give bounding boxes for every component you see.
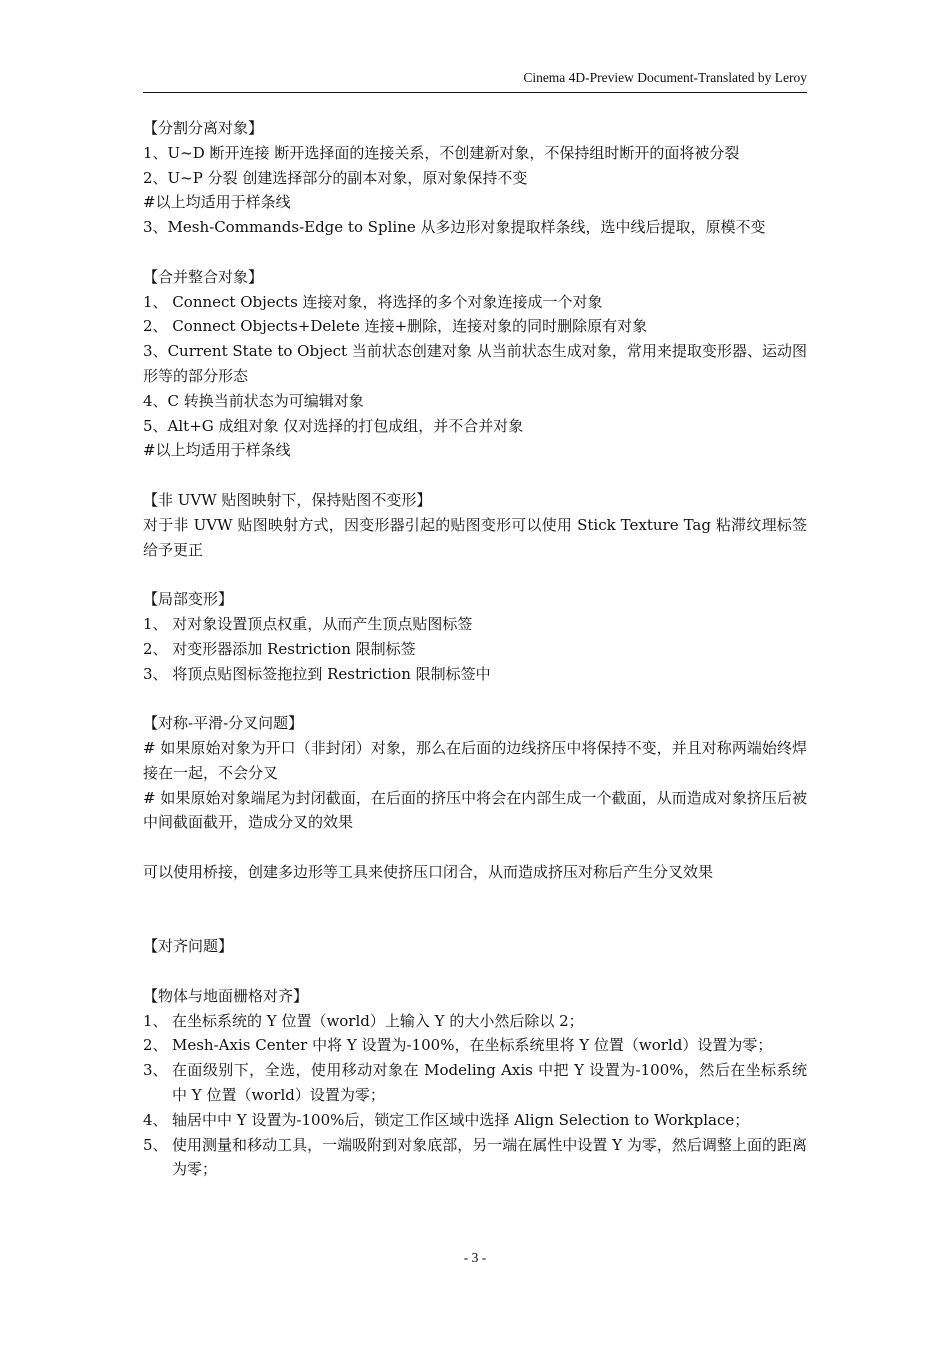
local-line-3: 3、 将顶点贴图标签拖拉到 Restriction 限制标签中 — [143, 664, 491, 683]
merge-line-6: #以上均适用于样条线 — [143, 441, 291, 460]
list-item-number: 1、 — [143, 1011, 168, 1030]
list-item-number: 4、 — [143, 1110, 168, 1129]
local-line-2: 2、 对变形器添加 Restriction 限制标签 — [143, 639, 416, 658]
list-item-text: 在面级别下，全选，使用移动对象在 Modeling Axis 中把 Y 设置为-100%，然后在坐标系统中 Y 位置（world）设置为零； — [172, 1061, 807, 1105]
list-item-text: Mesh-Axis Center 中将 Y 设置为-100%，在坐标系统里将 Y 位置（world）设置为零； — [172, 1036, 773, 1055]
section-subtitle-align-ground: 【物体与地面栅格对齐】 — [143, 986, 309, 1005]
merge-line-1: 1、 Connect Objects 连接对象，将选择的多个对象连接成一个对象 — [143, 292, 603, 311]
list-item-text: 轴居中中 Y 设置为-100%后，锁定工作区域中选择 Align Selection to Workplace； — [172, 1110, 750, 1129]
section-title-uvw: 【非 UVW 贴图映射下，保持贴图不变形】 — [143, 490, 432, 509]
split-line-3: #以上均适用于样条线 — [143, 193, 291, 212]
list-item — [143, 1058, 807, 1108]
list-item — [143, 1133, 807, 1183]
merge-line-3: 3、Current State to Object 当前状态创建对象 从当前状态生成对象，常用来提取变形器、运动图形等的部分形态 — [143, 342, 807, 385]
page-header: Cinema 4D-Preview Document-Translated by Leroy — [523, 70, 807, 85]
list-item-number: 3、 — [143, 1061, 168, 1080]
list-item-text: 在坐标系统的 Y 位置（world）上输入 Y 的大小然后除以 2； — [172, 1011, 584, 1030]
section-title-symmetry: 【对称-平滑-分叉问题】 — [143, 714, 304, 733]
list-item — [143, 1009, 807, 1034]
symmetry-paragraph-2: # 如果原始对象端尾为封闭截面，在后面的挤压中将会在内部生成一个截面，从而造成对象挤压后被中间截面截开，造成分叉的效果 — [143, 788, 807, 832]
list-item — [143, 1108, 807, 1133]
section-title-align: 【对齐问题】 — [143, 937, 234, 956]
list-item — [143, 1033, 807, 1058]
uvw-text: 对于非 UVW 贴图映射方式，因变形器引起的贴图变形可以使用 Stick Texture Tag 粘滞纹理标签给予更正 — [143, 515, 807, 559]
merge-line-4: 4、C 转换当前状态为可编辑对象 — [143, 391, 364, 410]
section-title-local: 【局部变形】 — [143, 590, 234, 609]
document-body — [143, 116, 807, 1182]
list-item-text: 使用测量和移动工具，一端吸附到对象底部，另一端在属性中设置 Y 为零，然后调整上面的距离为零； — [172, 1135, 807, 1179]
list-item-number: 5、 — [143, 1135, 168, 1154]
page-number: - 3 - — [463, 1250, 487, 1265]
section-title-merge: 【合并整合对象】 — [143, 267, 264, 286]
symmetry-paragraph-3: 可以使用桥接，创建多边形等工具来使挤压口闭合，从而造成挤压对称后产生分叉效果 — [143, 862, 714, 881]
merge-line-2: 2、 Connect Objects+Delete 连接+删除，连接对象的同时删除原有对象 — [143, 317, 648, 336]
section-title-split: 【分割分离对象】 — [143, 119, 264, 137]
split-line-4: 3、Mesh-Commands-Edge to Spline 从多边形对象提取样条线，选中线后提取，原模不变 — [143, 218, 766, 237]
merge-line-5: 5、Alt+G 成组对象 仅对选择的打包成组，并不合并对象 — [143, 416, 524, 435]
split-line-1: 1、U~D 断开连接 断开选择面的连接关系，不创建新对象，不保持组时断开的面将被分裂 — [143, 143, 740, 162]
local-line-1: 1、 对对象设置顶点权重，从而产生顶点贴图标签 — [143, 614, 473, 633]
header-rule — [143, 92, 807, 93]
list-item-number: 2、 — [143, 1036, 168, 1055]
symmetry-paragraph-1: # 如果原始对象为开口（非封闭）对象，那么在后面的边线挤压中将保持不变，并且对称两端始终焊接在一起，不会分叉 — [143, 738, 807, 782]
split-line-2: 2、U~P 分裂 创建选择部分的副本对象，原对象保持不变 — [143, 168, 528, 187]
